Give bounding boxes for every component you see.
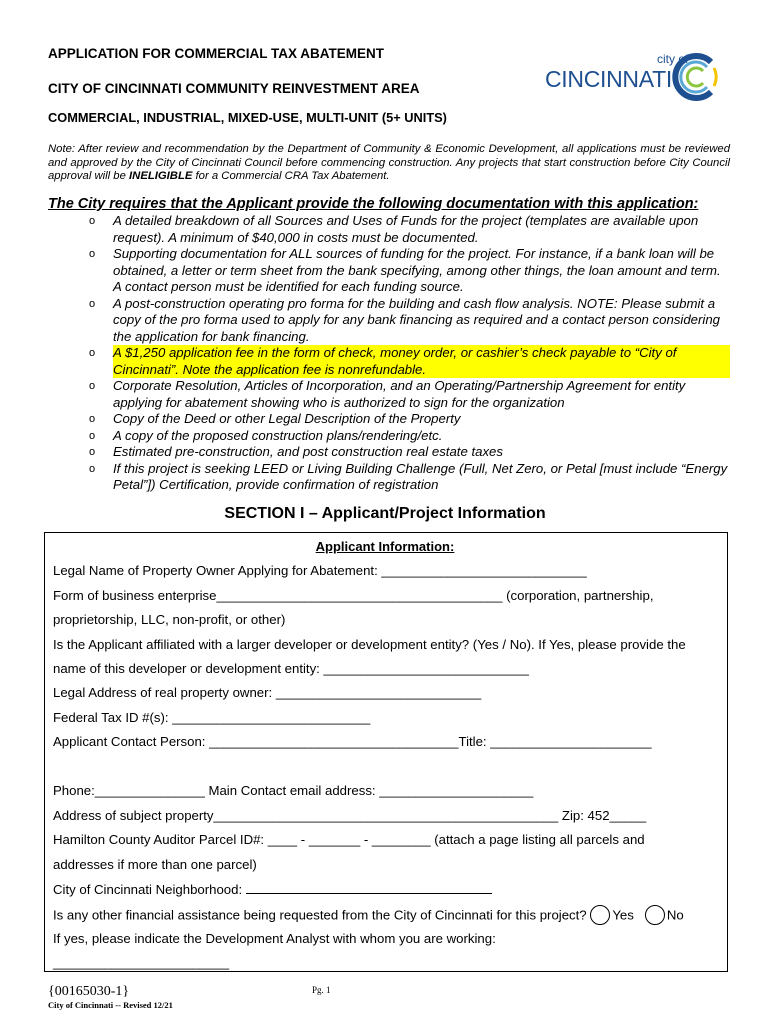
business-enterprise-hint: proprietorship, LLC, non-profit, or other) <box>53 612 286 627</box>
bullet-icon: o <box>89 380 96 392</box>
revision-note: City of Cincinnati -- Revised 12/21 <box>48 1000 173 1010</box>
no-label: No <box>666 907 684 923</box>
list-item-application-fee: o A $1,250 application fee in the form of check, money order, or cashier’s check payable to “City of Cincinnati”. Note the application fee is nonrefundable. <box>85 345 730 378</box>
city-logo <box>545 52 720 104</box>
list-item: o Estimated pre-construction, and post construction real estate taxes <box>89 444 503 459</box>
header-subtitle: CITY OF CINCINNATI COMMUNITY REINVESTMENT AREA <box>48 81 420 96</box>
note-paragraph <box>48 143 730 184</box>
analyst-question: If yes, please indicate the Development Analyst with whom you are working: <box>53 931 496 946</box>
bullet-icon: o <box>89 429 96 442</box>
contact-person-field[interactable]: Applicant Contact Person: __________________________________Title: ______________________ <box>53 734 652 749</box>
analyst-field[interactable]: ________________________ <box>53 955 230 970</box>
neighborhood-label: City of Cincinnati Neighborhood: <box>53 882 246 897</box>
cincinnati-c-logo-icon <box>670 52 720 102</box>
note-text: Note: After review and recommendation by the Department of Community & Economic Development, all applications must be reviewed and approved by the City of Cincinnati Council before commencing construction. Any projects that start construction before City Council approval will be <box>48 143 730 182</box>
bullet-icon: o <box>89 215 96 227</box>
bullet-icon: o <box>89 413 96 425</box>
requirements-heading: The City requires that the Applicant provide the following documentation with this application: <box>48 196 699 212</box>
parcel-id-hint: addresses if more than one parcel) <box>53 857 257 872</box>
logo-cincinnati: CINCINNATI <box>545 66 672 92</box>
federal-tax-id-field[interactable]: Federal Tax ID #(s): ___________________________ <box>53 710 371 725</box>
yes-label: Yes <box>612 907 634 923</box>
list-item: o Copy of the Deed or other Legal Description of the Property <box>89 411 461 426</box>
legal-name-field[interactable]: Legal Name of Property Owner Applying for Abatement: ____________________________ <box>53 563 587 578</box>
bullet-icon: o <box>89 446 96 458</box>
neighborhood-row <box>53 881 492 897</box>
subject-property-address-field[interactable]: Address of subject property_______________________________________________ Zip: 452_____ <box>53 808 647 823</box>
bullet-icon: o <box>89 297 96 310</box>
phone-email-field[interactable]: Phone:_______________ Main Contact email address: _____________________ <box>53 783 534 798</box>
bullet-icon: o <box>89 347 96 359</box>
parcel-id-field[interactable]: Hamilton County Auditor Parcel ID#: ____ - _______ - ________ (attach a page listing all parcels and <box>53 832 645 847</box>
header-property-types: COMMERCIAL, INDUSTRIAL, MIXED-USE, MULTI-UNIT (5+ UNITS) <box>48 110 447 125</box>
affiliated-question: Is the Applicant affiliated with a larger developer or development entity? (Yes / No). If Yes, please provide the <box>53 637 686 652</box>
other-assistance-question: Is any other financial assistance being requested from the City of Cincinnati for this project? <box>53 907 591 923</box>
list-item: o A detailed breakdown of all Sources and Uses of Funds for the project (templates are available upon request). A minimum of $40,000 in costs must be documented. <box>89 213 699 245</box>
applicant-info-heading: Applicant Information: <box>315 539 455 554</box>
no-radio[interactable] <box>645 905 665 925</box>
list-item: o Corporate Resolution, Articles of Incorporation, and an Operating/Partnership Agreement for entity applying for abatement showing who is authorized to sign for the organization <box>89 378 686 410</box>
section-title: SECTION I – Applicant/Project Information <box>224 505 546 522</box>
bullet-icon: o <box>89 248 96 260</box>
list-item: o Supporting documentation for ALL sources of funding for the project. For instance, if a bank loan will be obtained, a letter or term sheet from the bank specifying, among other things, the loan amount and term. A contact person must be identified for each funding source. <box>89 246 721 294</box>
other-assistance-row <box>53 906 684 926</box>
note-text-end: for a Commercial CRA Tax Abatement. <box>192 170 390 182</box>
developer-name-field[interactable]: name of this developer or development entity: ____________________________ <box>53 661 529 676</box>
list-item: o A copy of the proposed construction plans/rendering/etc. <box>89 427 443 443</box>
legal-address-field[interactable]: Legal Address of real property owner: ____________________________ <box>53 685 482 700</box>
list-item: o A post-construction operating pro forma for the building and cash flow analysis. NOTE: Please submit a copy of the pro forma used to apply for any bank financing as required and a contact person considering the application for bank financing. <box>89 295 720 344</box>
list-item: o If this project is seeking LEED or Living Building Challenge (Full, Net Zero, or Petal [must include “Energy Petal”]) Certification, provide confirmation of registration <box>89 460 728 492</box>
document-code: {00165030-1} <box>48 984 130 999</box>
business-enterprise-field[interactable]: Form of business enterprise_______________________________________ (corporation, partnership, <box>53 588 654 603</box>
note-ineligible: INELIGIBLE <box>129 170 193 182</box>
bullet-icon: o <box>89 462 96 475</box>
page-number: Pg. 1 <box>312 985 331 995</box>
yes-radio[interactable] <box>590 905 610 925</box>
neighborhood-input[interactable] <box>246 881 492 894</box>
header-title: APPLICATION FOR COMMERCIAL TAX ABATEMENT <box>48 46 384 61</box>
requirements-list <box>85 213 730 494</box>
logo-city-of: city of <box>657 52 689 66</box>
